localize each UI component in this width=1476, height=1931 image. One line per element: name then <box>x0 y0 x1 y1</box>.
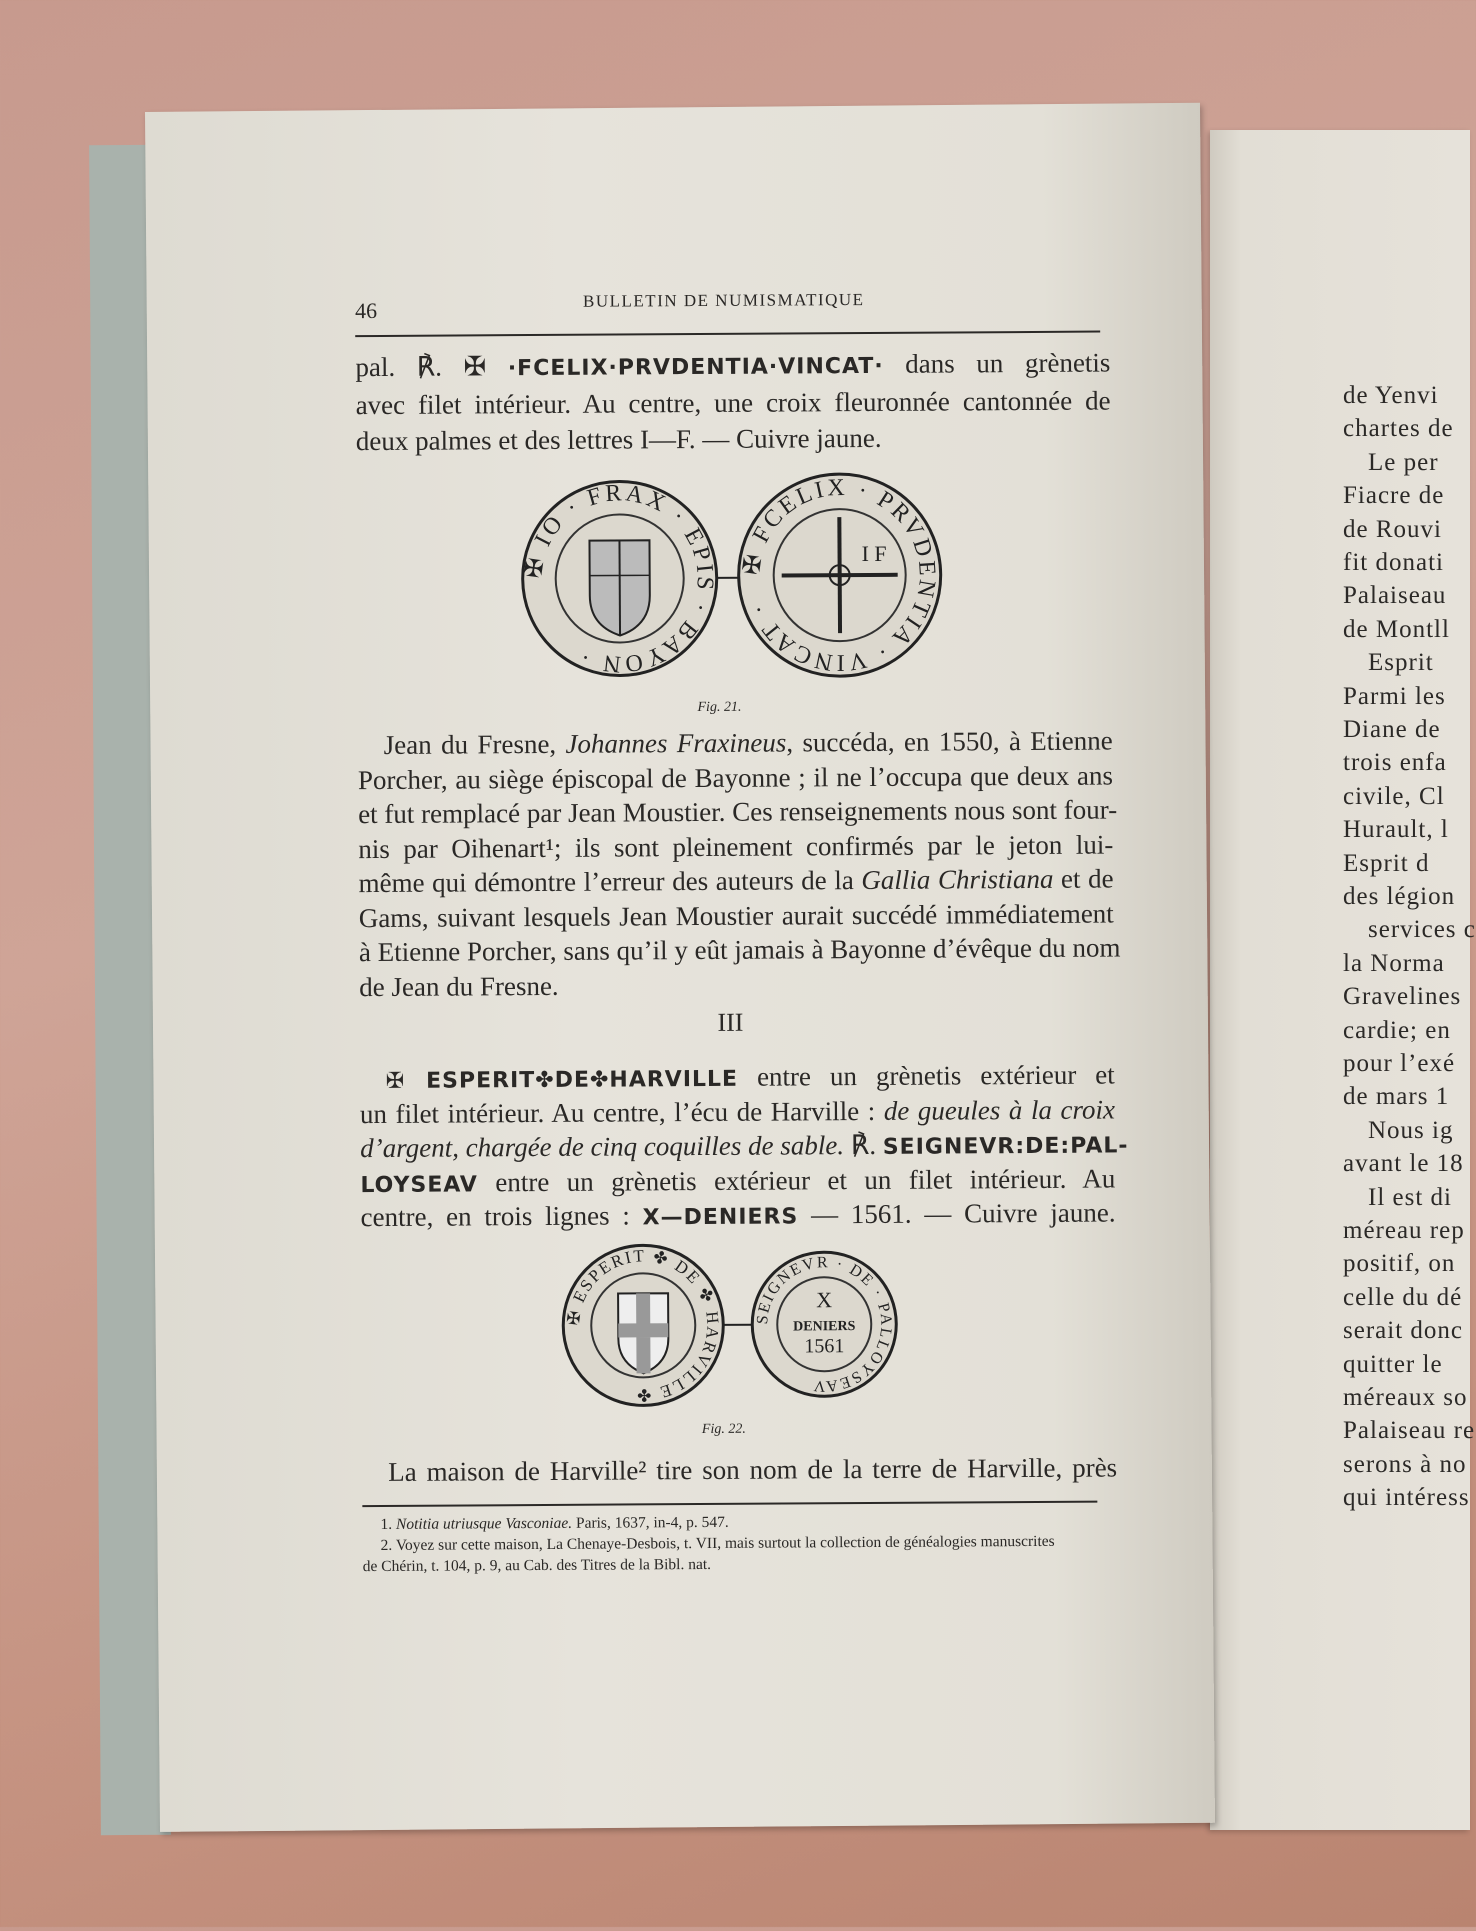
coin-reverse <box>738 474 941 677</box>
text-segment: ·FCELIX·PRVDENTIA·VINCAT· <box>508 354 884 381</box>
right-page-line: civile, Cl <box>1343 783 1445 811</box>
footnote-rule <box>362 1501 1097 1507</box>
running-title: BULLETIN DE NUMISMATIQUE <box>583 290 865 312</box>
right-page-line: quitter le <box>1343 1351 1443 1379</box>
right-page-line: Parmi les <box>1343 683 1446 711</box>
text-line <box>358 725 1113 761</box>
paragraph-2 <box>0 0 1443 4</box>
text-line <box>356 385 1111 421</box>
coin-legend: ✠ FCELIX · PRVDENTIA · VINCAT · <box>738 474 940 676</box>
right-page-line: de mars 1 <box>1343 1083 1449 1111</box>
text-segment: Porcher, au siège épiscopal de Bayonne ; il ne l’occupa que deux ans <box>358 760 1113 795</box>
paragraph-4 <box>0 0 1443 4</box>
coin-legend: SEIGNEVR · DE · PALLOYSEAV <box>754 1254 895 1395</box>
right-page-line: Esprit d <box>1343 850 1429 878</box>
text-segment: La maison de Harville² tire son nom de la terre de Harville, près <box>388 1452 1117 1486</box>
text-segment: Gallia Christiana <box>861 864 1053 895</box>
header-rule <box>355 331 1100 338</box>
right-page-line: de Montll <box>1343 616 1450 644</box>
text-line <box>360 1163 1115 1199</box>
right-page-line: pour l’exé <box>1343 1050 1455 1078</box>
section-heading: III <box>717 1008 743 1038</box>
text-segment: ✠ ESPERIT✤DE✤HARVILLE <box>386 1067 738 1094</box>
right-page-line: avant le 18 <box>1343 1150 1464 1178</box>
text-segment: ℟. <box>844 1130 883 1160</box>
text-segment: et fut remplacé par Jean Moustier. Ces renseignements nous sont four- <box>358 794 1117 829</box>
text-segment: X—DENIERS <box>643 1204 799 1230</box>
right-page-line: Hurault, l <box>1343 816 1449 844</box>
page-number: 46 <box>355 298 377 324</box>
text-segment: entre un grènetis extérieur et <box>738 1059 1115 1091</box>
right-page-line: serons à no <box>1343 1451 1466 1479</box>
coin-center-line: DENIERS <box>793 1319 856 1334</box>
right-page-line: Nous ig <box>1368 1117 1453 1145</box>
text-segment: SEIGNEVR:DE:PAL- <box>883 1133 1129 1160</box>
right-page-line: méreaux so <box>1343 1384 1468 1412</box>
coin-legend: ✠ ESPERIT ✤ DE ✤ HARVILLE ✤ <box>563 1246 723 1405</box>
text-line <box>358 863 1113 899</box>
text-line <box>362 1511 1115 1534</box>
text-segment: avec filet intérieur. Au centre, une croix fleuronnée cantonnée de <box>356 385 1111 420</box>
text-segment: de Jean du Fresne. <box>359 971 559 1002</box>
right-page-line: Diane de <box>1343 716 1441 744</box>
text-segment: même qui démontre l’erreur des auteurs de la <box>358 865 861 898</box>
right-page-line: celle du dé <box>1343 1284 1462 1312</box>
text-segment: de Chérin, t. 104, p. 9, au Cab. des Titres de la Bibl. nat. <box>363 1556 711 1575</box>
text-segment: Gams, suivant lesquels Jean Moustier aurait succédé immédiatement <box>359 898 1114 933</box>
text-segment: dans un grènetis <box>884 347 1111 378</box>
text-line <box>356 421 1111 457</box>
text-line <box>358 829 1113 865</box>
coin-obverse <box>520 480 718 678</box>
right-page-line: Palaiseau re <box>1343 1417 1475 1445</box>
right-page-line: de Rouvi <box>1343 516 1442 544</box>
text-line <box>362 1452 1117 1488</box>
text-line <box>355 347 1110 383</box>
right-page-line: Il est di <box>1368 1184 1452 1212</box>
figure-21-coins <box>501 468 962 691</box>
text-segment: et de <box>1053 863 1113 893</box>
text-segment: , succéda, en 1550, à Etienne <box>786 725 1113 757</box>
footnotes <box>0 0 1443 4</box>
right-page-line: Esprit <box>1368 649 1434 677</box>
text-line <box>363 1554 1098 1576</box>
right-page-line: Palaiseau <box>1343 582 1446 610</box>
figure-21-caption: Fig. 21. <box>697 700 741 716</box>
right-page-line: cardie; en <box>1343 1017 1451 1045</box>
text-segment: deux palmes et des lettres I—F. — Cuivre jaune. <box>356 423 882 456</box>
text-segment: d’argent, chargée de cinq coquilles de sable. <box>360 1130 844 1163</box>
right-page-line: trois enfa <box>1343 749 1447 777</box>
text-segment: LOYSEAV <box>360 1172 478 1198</box>
right-page-line: services c <box>1368 916 1476 944</box>
coin-center-line: X <box>816 1287 832 1312</box>
text-segment: entre un grènetis extérieur et un filet intérieur. Au <box>478 1163 1116 1197</box>
text-segment: un filet intérieur. Au centre, l’écu de Harville : <box>360 1096 884 1129</box>
right-page-line: de Yenvi <box>1343 382 1439 410</box>
text-segment: 2. Voyez sur cette maison, La Chenaye-Desbois, t. VII, mais surtout la collection de généalogies manuscrites <box>381 1533 1055 1554</box>
text-line <box>360 1059 1115 1095</box>
right-page-line: fit donati <box>1343 549 1444 577</box>
right-page-line: Le per <box>1368 449 1439 477</box>
text-line <box>360 1128 1115 1164</box>
right-page-line: la Norma <box>1343 950 1445 978</box>
paragraph-3 <box>0 0 1443 4</box>
coin-legend: ✠ IO · FRAX · EPIS · BAYON · <box>520 480 718 678</box>
text-segment: de gueules à la croix <box>884 1094 1115 1125</box>
figure-22-coins <box>556 1237 907 1414</box>
right-page-line: Gravelines <box>1343 983 1461 1011</box>
text-line <box>358 794 1113 830</box>
right-page-line: chartes de <box>1343 415 1454 443</box>
right-page-line: qui intéress <box>1343 1484 1470 1512</box>
text-line <box>359 932 1114 968</box>
right-page-line: serait donc <box>1343 1317 1463 1345</box>
right-page-line: positif, on <box>1343 1250 1455 1278</box>
text-segment: centre, en trois lignes : <box>361 1200 643 1232</box>
figure-22-caption: Fig. 22. <box>702 1422 746 1438</box>
text-line <box>358 760 1113 796</box>
text-line <box>359 967 1114 1003</box>
coin-letters: I F <box>861 541 886 566</box>
text-segment: Johannes Fraxineus <box>565 727 786 758</box>
text-line <box>359 898 1114 934</box>
text-segment: Jean du Fresne, <box>384 729 566 760</box>
text-segment: nis par Oihenart¹; ils sont pleinement confirmés par le jeton lui- <box>358 829 1113 864</box>
text-line <box>363 1532 1116 1555</box>
coin-obverse <box>563 1245 724 1406</box>
text-line <box>361 1197 1116 1233</box>
text-segment: à Etienne Porcher, sans qu’il y eût jamais à Bayonne d’évêque du nom <box>359 932 1121 967</box>
text-segment: 1. <box>380 1516 396 1533</box>
right-page-line: méreau rep <box>1343 1217 1465 1245</box>
paragraph-1 <box>0 0 1443 4</box>
right-page-line: Fiacre de <box>1343 482 1444 510</box>
coin-center-line: 1561 <box>804 1335 844 1357</box>
right-page-line: des légion <box>1343 883 1455 911</box>
coin-reverse <box>752 1252 897 1397</box>
text-line <box>360 1094 1115 1130</box>
text-segment: — 1561. — Cuivre jaune. <box>798 1197 1115 1229</box>
text-segment: Paris, 1637, in-4, p. 547. <box>572 1514 729 1532</box>
text-segment: pal. ℟. ✠ <box>355 351 508 382</box>
text-segment: Notitia utriusque Vasconiae. <box>396 1515 572 1533</box>
